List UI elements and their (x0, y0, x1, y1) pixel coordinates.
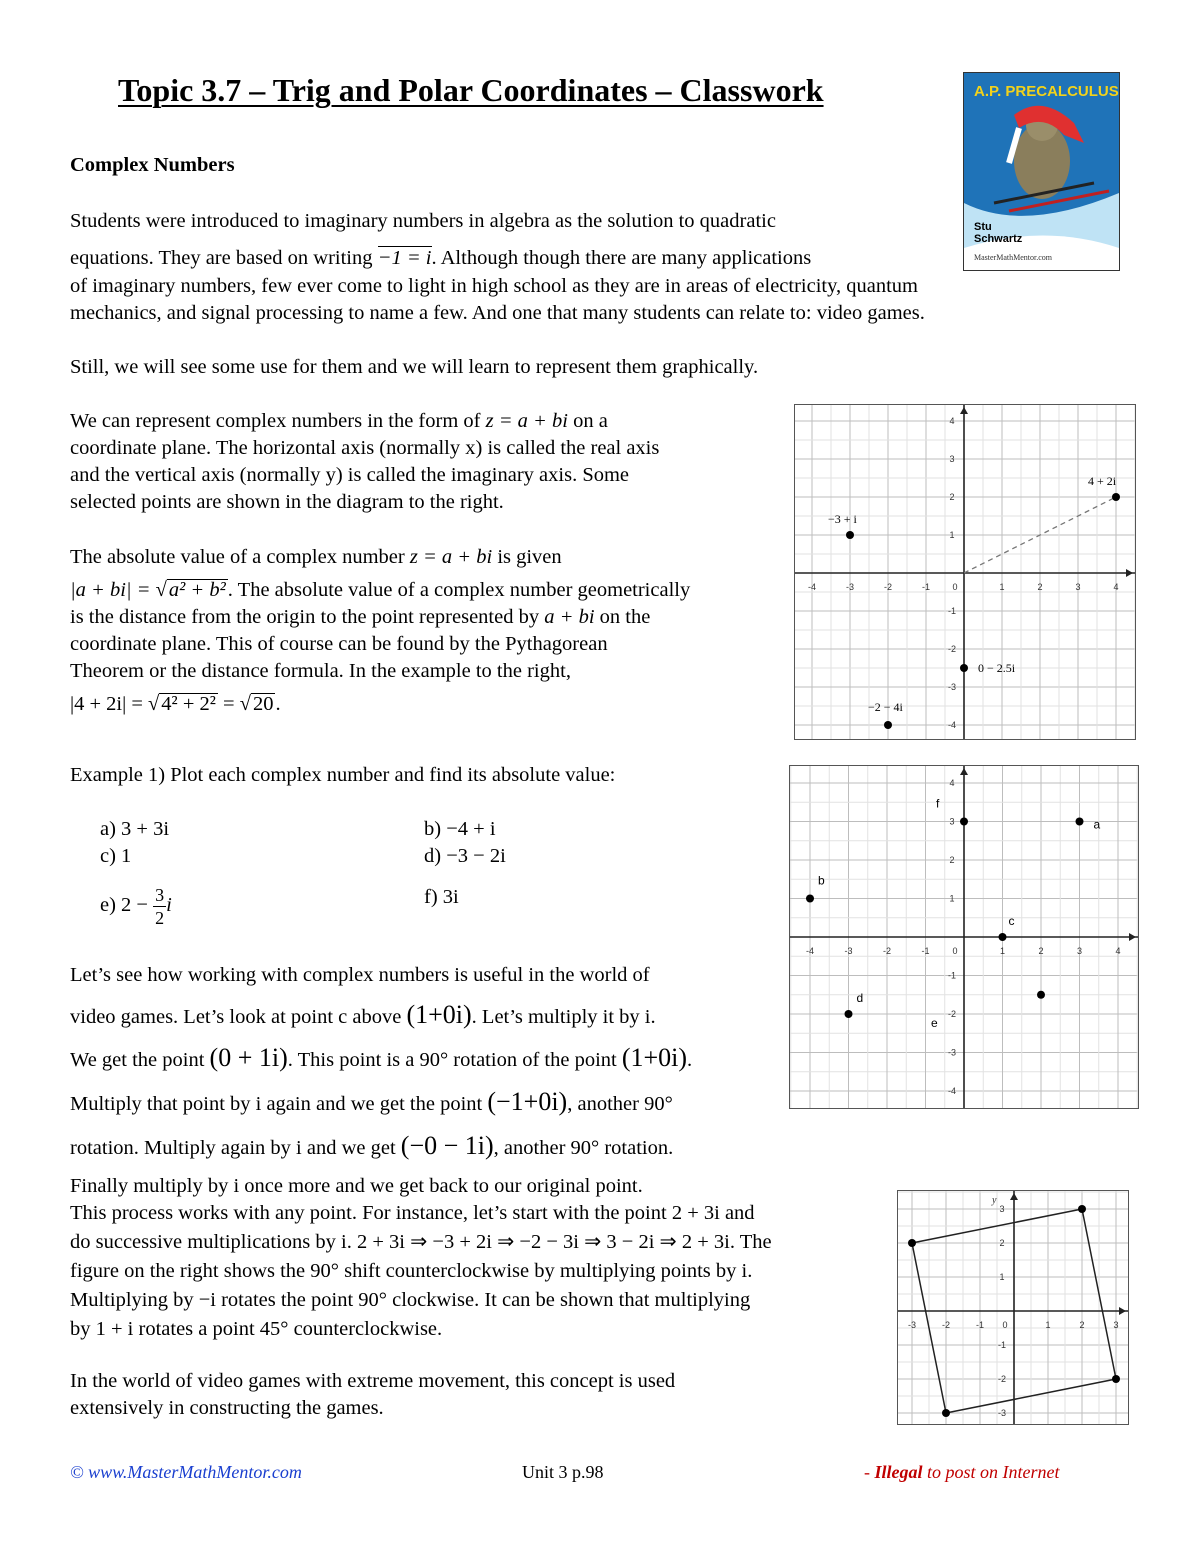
example-item-e: e) 2 − $\frac{3}{2}$ i (100, 885, 172, 928)
point-label: f (936, 796, 940, 811)
plotted-point (960, 818, 968, 826)
example-item-f: f) 3i (424, 886, 459, 908)
x-tick-label: 4 (1113, 582, 1119, 592)
x-tick-label: -1 (975, 1320, 985, 1330)
complex-plane-graph-2 (789, 765, 1139, 1109)
x-tick-label: -1 (921, 582, 931, 592)
closing-paragraph: In the world of video games with extreme movement, this concept is used extensively in constructing the games. (70, 1370, 676, 1419)
y-tick-label: -2 (997, 1374, 1007, 1384)
y-tick-label: -2 (947, 1009, 957, 1019)
x-axis-arrow (1126, 569, 1133, 577)
y-tick-label: -3 (947, 682, 957, 692)
example-prompt: Example 1) Plot each complex number and find its absolute value: (70, 764, 616, 786)
y-tick-label: 2 (949, 492, 955, 502)
plotted-point (999, 933, 1007, 941)
plotted-point (1112, 493, 1120, 501)
complex-plane-graph-1 (794, 404, 1136, 740)
x-tick-label: -2 (883, 582, 893, 592)
plotted-point (1076, 818, 1084, 826)
x-tick-label: 4 (1115, 946, 1121, 956)
page-title: Topic 3.7 – Trig and Polar Coordinates – Classwork (118, 72, 824, 108)
x-axis-arrow (1129, 933, 1136, 941)
y-axis-arrow (1010, 1193, 1018, 1200)
x-tick-label: 3 (1076, 946, 1083, 956)
y-tick-label: 1 (999, 1272, 1005, 1282)
x-tick-label: 0 (952, 582, 958, 592)
x-tick-label: 0 (1002, 1320, 1008, 1330)
plotted-point (942, 1409, 950, 1417)
plotted-point (1078, 1205, 1086, 1213)
example-item-a: a) 3 + 3i (100, 818, 170, 840)
rotation-paragraph: Let’s see how working with complex numbers is useful in the world of video games. Let’s look at point c above (1+0i). Let’s multiply it by i. We get the point (0 + 1i). This point is a 90° rotation of the point (1+0i). Multiply that point by i again and we get the point (−1+0i), another 90° rotation. Multiply again by i and we get (−0 − 1i), another 90° rotation. Finally multiply by i once more and we get back to our original point. (70, 964, 693, 1197)
y-tick-label: -2 (947, 644, 957, 654)
x-tick-label: 3 (1113, 1320, 1119, 1330)
example-item-d: d) −3 − 2i (424, 845, 506, 867)
represent-paragraph: We can represent complex numbers in the form of z = a + bi on a coordinate plane. The horizontal axis (normally x) is called the real axis and the vertical axis (normally y) is called the imaginary axis. Some selected points are shown in the diagram to the right. (70, 410, 660, 513)
y-tick-label: -1 (997, 1340, 1007, 1350)
x-tick-label: 0 (952, 946, 958, 956)
plotted-point (806, 895, 814, 903)
x-tick-label: -1 (921, 946, 930, 956)
y-axis-arrow (960, 768, 968, 775)
book-cover-image (963, 72, 1120, 271)
book-cover-banner: A.P. PRECALCULUS (974, 83, 1119, 100)
absolute-value-paragraph: The absolute value of a complex number z = a + bi is given |a + bi| = √a² + b². The absolute value of a complex number geometrically is the distance from the origin to the point represented by a + bi on the coordinate plane. This of course can be found by the Pythagorean Theorem or the distance formula. In the example to the right, |4 + 2i| = √4² + 2² = √20. (70, 546, 691, 715)
y-tick-label: -4 (947, 1086, 957, 1096)
point-label: d (856, 991, 864, 1005)
intro-paragraph-cont: of imaginary numbers, few ever come to light in high school as they are in areas of electricity, quantum mechanics, and signal processing to name a few. And one that many students can relate to: video games. (70, 275, 925, 324)
graph-1-svg (795, 405, 1135, 739)
y-tick-label: -3 (947, 1047, 957, 1058)
y-axis-arrow (960, 407, 968, 414)
footer-warning: - Illegal to post on Internet (864, 1462, 1060, 1482)
x-tick-label: -3 (907, 1320, 917, 1330)
plotted-point (1037, 991, 1045, 999)
x-tick-label: -4 (805, 946, 815, 956)
book-cover-site: MasterMathMentor.com (974, 253, 1052, 262)
book-cover-author: Stu Schwartz (974, 221, 1023, 245)
footer-page: Unit 3 p.98 (522, 1462, 604, 1482)
x-tick-label: -2 (941, 1320, 951, 1330)
point-label: c (1008, 914, 1015, 928)
x-tick-label: -3 (844, 946, 853, 956)
point-label: −2 − 4i (868, 700, 903, 714)
y-tick-label: -1 (947, 606, 957, 616)
x-tick-label: 1 (1045, 1320, 1051, 1330)
y-tick-label: -4 (947, 720, 957, 730)
y-tick-label: -1 (947, 970, 957, 981)
y-tick-label: 3 (949, 454, 955, 464)
x-tick-label: -4 (807, 582, 817, 592)
x-tick-label: -3 (845, 582, 855, 592)
x-tick-label: 1 (999, 946, 1006, 956)
x-tick-label: 3 (1075, 582, 1081, 592)
y-tick-label: -3 (997, 1408, 1007, 1418)
point-label: 0 − 2.5i (978, 661, 1016, 675)
example-item-b: b) −4 + i (424, 818, 496, 840)
point-label: b (818, 873, 825, 888)
x-tick-label: 2 (1079, 1320, 1085, 1330)
y-tick-label: 2 (949, 855, 955, 865)
plotted-point (908, 1239, 916, 1247)
sqrt-formula: −1 = i (377, 247, 432, 269)
x-tick-label: 1 (999, 582, 1005, 592)
graph-2-svg (790, 766, 1138, 1108)
y-tick-label: 4 (949, 416, 955, 426)
x-tick-label: 2 (1037, 582, 1043, 592)
intro-paragraph: Students were introduced to imaginary numbers in algebra as the solution to quadratic equations. They are based on writing −1 = i. Although though there are many applications (70, 210, 812, 269)
y-tick-label: 1 (949, 530, 955, 540)
plotted-point (845, 1010, 853, 1018)
y-tick-label: 3 (949, 816, 955, 827)
example-item-c: c) 1 (100, 845, 132, 867)
y-tick-label: 3 (999, 1204, 1005, 1214)
point-label: e (931, 1015, 938, 1030)
footer-site: © www.MasterMathMentor.com (70, 1462, 302, 1482)
rotation-graph (897, 1190, 1129, 1425)
plotted-point (960, 664, 968, 672)
section-heading: Complex Numbers (70, 154, 235, 176)
intro-still: Still, we will see some use for them and we will learn to represent them graphically. (70, 356, 759, 378)
x-axis-arrow (1119, 1307, 1126, 1315)
y-axis-label: y (992, 1195, 997, 1206)
graph-3-svg (898, 1191, 1128, 1424)
x-tick-label: 2 (1038, 946, 1044, 956)
point-label: 4 + 2i (1088, 474, 1117, 488)
x-tick-label: -2 (882, 946, 892, 956)
plotted-point (884, 721, 892, 729)
point-label: −3 + i (828, 512, 857, 526)
y-tick-label: 1 (949, 893, 955, 904)
y-tick-label: 4 (949, 778, 955, 788)
plotted-point (1112, 1375, 1120, 1383)
process-paragraph: This process works with any point. For instance, let’s start with the point 2 + 3i and do successive multiplications by i. 2 + 3i ⇒ −3 + 2i ⇒ −2 − 3i ⇒ 3 − 2i ⇒ 2 + 3i. The figure on the right shows the 90° shift counterclockwise by multiplying points by i. Multiplying by −i rotates the point 90° clockwise. It can be shown that multiplying by 1 + i rotates a point 45° counterclockwise. (70, 1202, 772, 1340)
point-label: a (1093, 817, 1101, 832)
y-tick-label: 2 (999, 1238, 1005, 1248)
plotted-point (846, 531, 854, 539)
